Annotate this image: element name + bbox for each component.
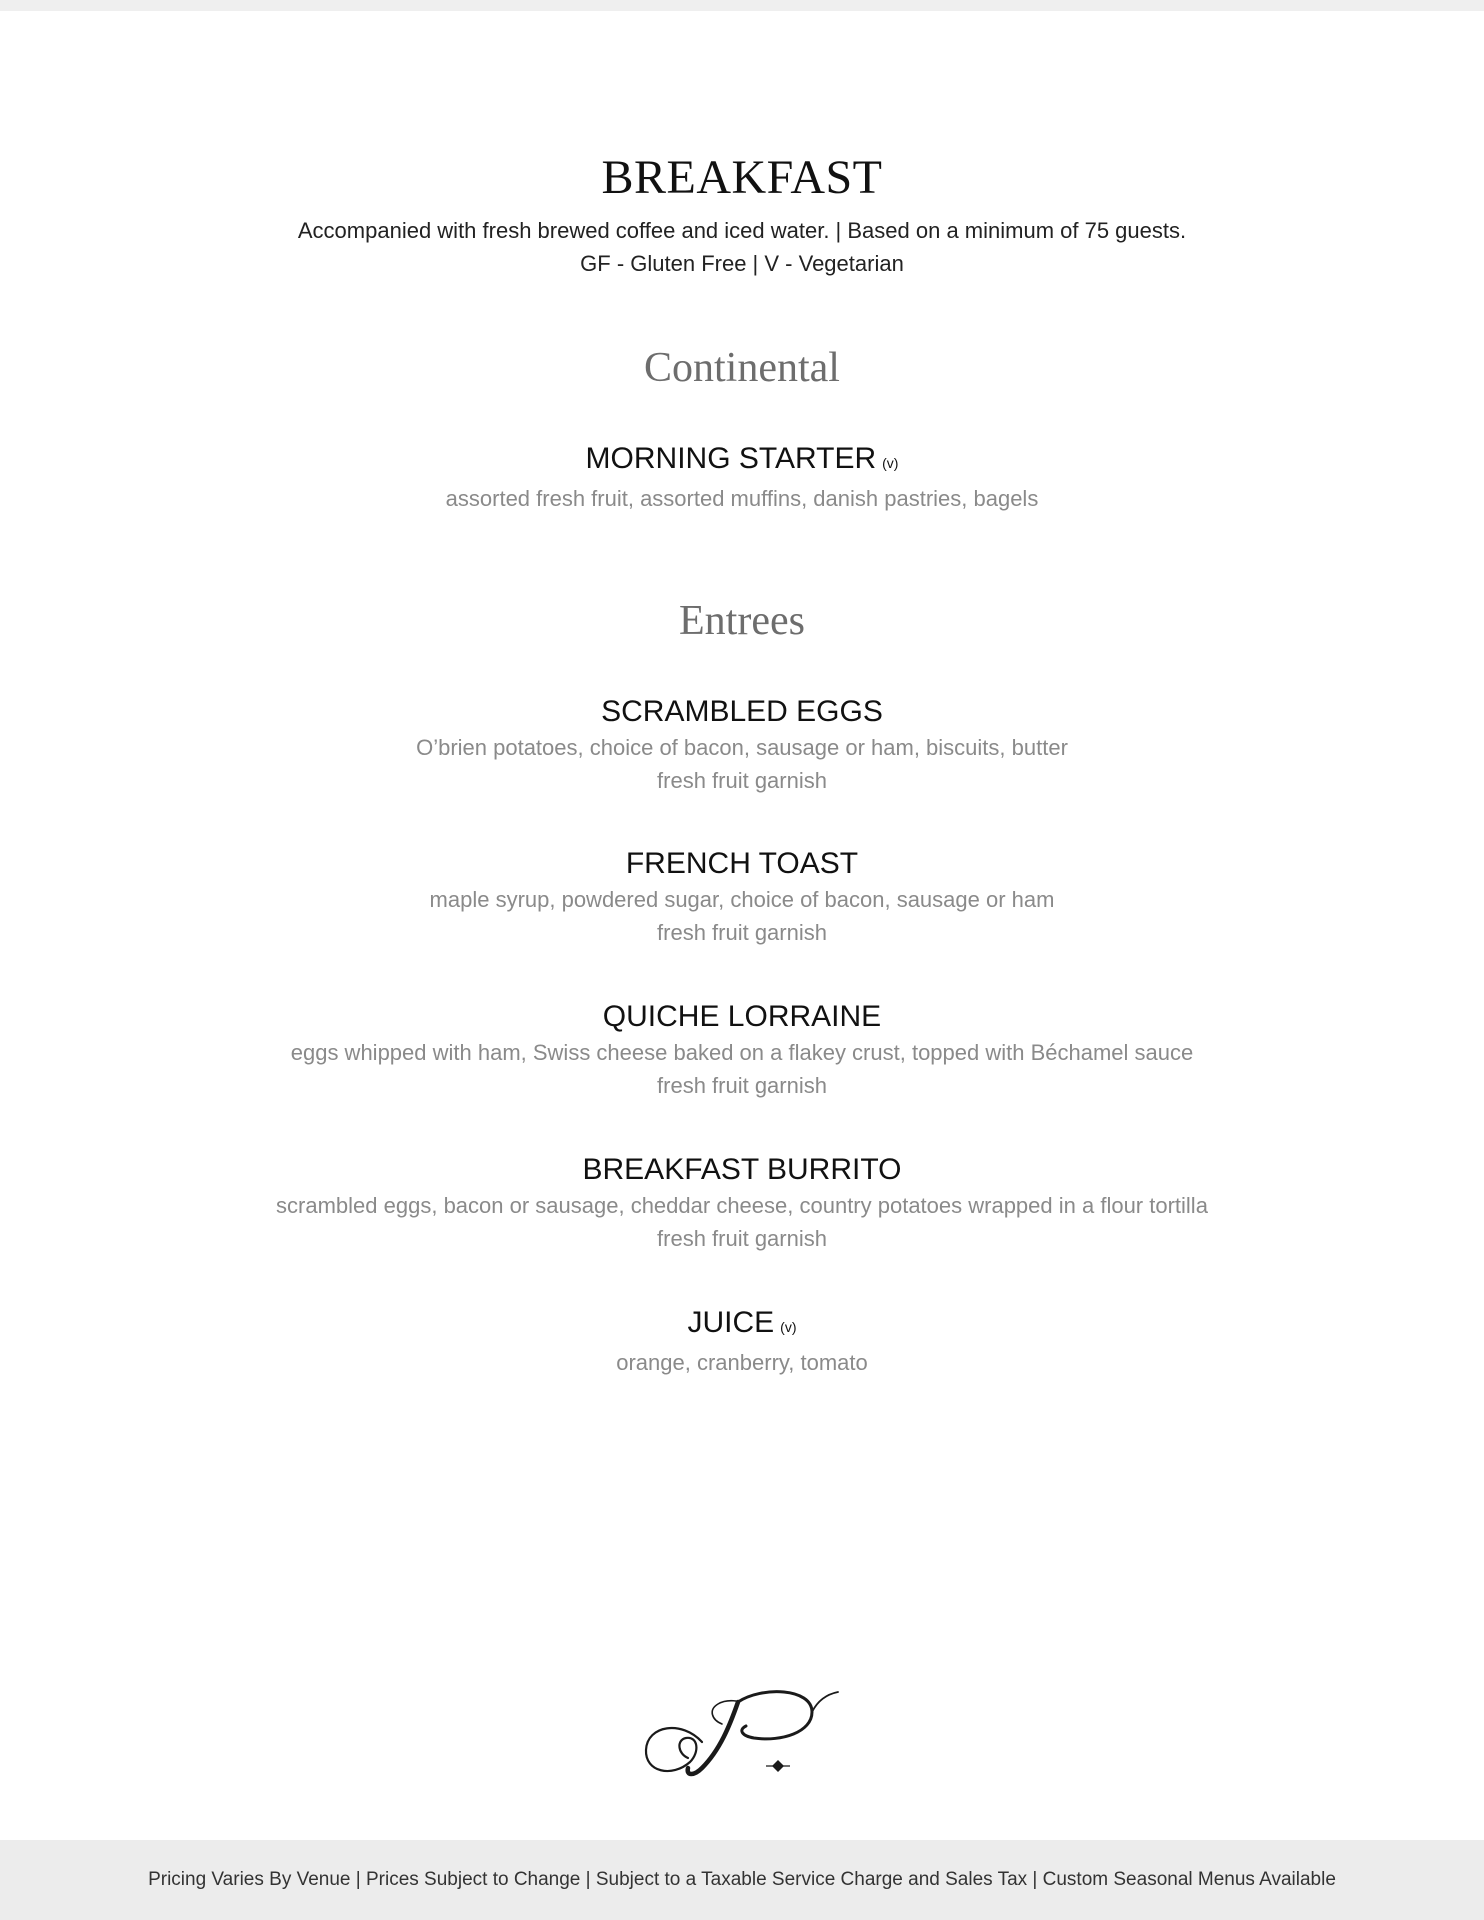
item-name: MORNING STARTER (v)	[585, 442, 899, 475]
item-garnish: fresh fruit garnish	[657, 920, 827, 945]
menu-item-juice	[0, 1304, 1484, 1379]
section-title-continental: Continental	[644, 345, 840, 391]
vegetarian-tag: (v)	[780, 1319, 797, 1335]
vegetarian-tag: (v)	[882, 455, 899, 471]
menu-item-scrambled-eggs	[0, 693, 1484, 797]
item-garnish: fresh fruit garnish	[657, 1226, 827, 1251]
monogram-p-logo-icon	[642, 1680, 842, 1790]
item-description: eggs whipped with ham, Swiss cheese baked on a flakey crust, topped with Béchamel sauce	[290, 1040, 1194, 1065]
item-garnish: fresh fruit garnish	[657, 1073, 827, 1098]
menu-intro	[0, 214, 1484, 280]
item-description: assorted fresh fruit, assorted muffins, danish pastries, bagels	[445, 486, 1039, 511]
item-name: FRENCH TOAST	[625, 847, 859, 880]
item-name: SCRAMBLED EGGS	[601, 695, 883, 728]
menu-item-quiche-lorraine	[0, 998, 1484, 1102]
item-description: orange, cranberry, tomato	[616, 1350, 868, 1375]
menu-item-morning-starter	[0, 440, 1484, 515]
item-garnish: fresh fruit garnish	[657, 768, 827, 793]
top-strip	[0, 0, 1484, 11]
intro-line-2: GF - Gluten Free | V - Vegetarian	[580, 251, 904, 276]
menu-item-french-toast	[0, 845, 1484, 949]
footer	[0, 1840, 1484, 1920]
item-name: JUICE (v)	[687, 1306, 797, 1339]
item-description: scrambled eggs, bacon or sausage, cheddar cheese, country potatoes wrapped in a flour tortilla	[276, 1193, 1208, 1218]
item-name: BREAKFAST BURRITO	[582, 1153, 902, 1186]
item-description: O’brien potatoes, choice of bacon, sausage or ham, biscuits, butter	[416, 735, 1068, 760]
menu-title: BREAKFAST	[601, 151, 883, 204]
item-name: QUICHE LORRAINE	[602, 1000, 882, 1033]
intro-line-1: Accompanied with fresh brewed coffee and iced water. | Based on a minimum of 75 guests.	[297, 218, 1187, 243]
section-title-entrees: Entrees	[679, 598, 805, 644]
item-description: maple syrup, powdered sugar, choice of bacon, sausage or ham	[429, 887, 1055, 912]
menu-item-breakfast-burrito	[0, 1151, 1484, 1255]
footer-text: Pricing Varies By Venue | Prices Subject to Change | Subject to a Taxable Service Charge and Sales Tax | Custom Seasonal Menus Available	[148, 1869, 1336, 1890]
